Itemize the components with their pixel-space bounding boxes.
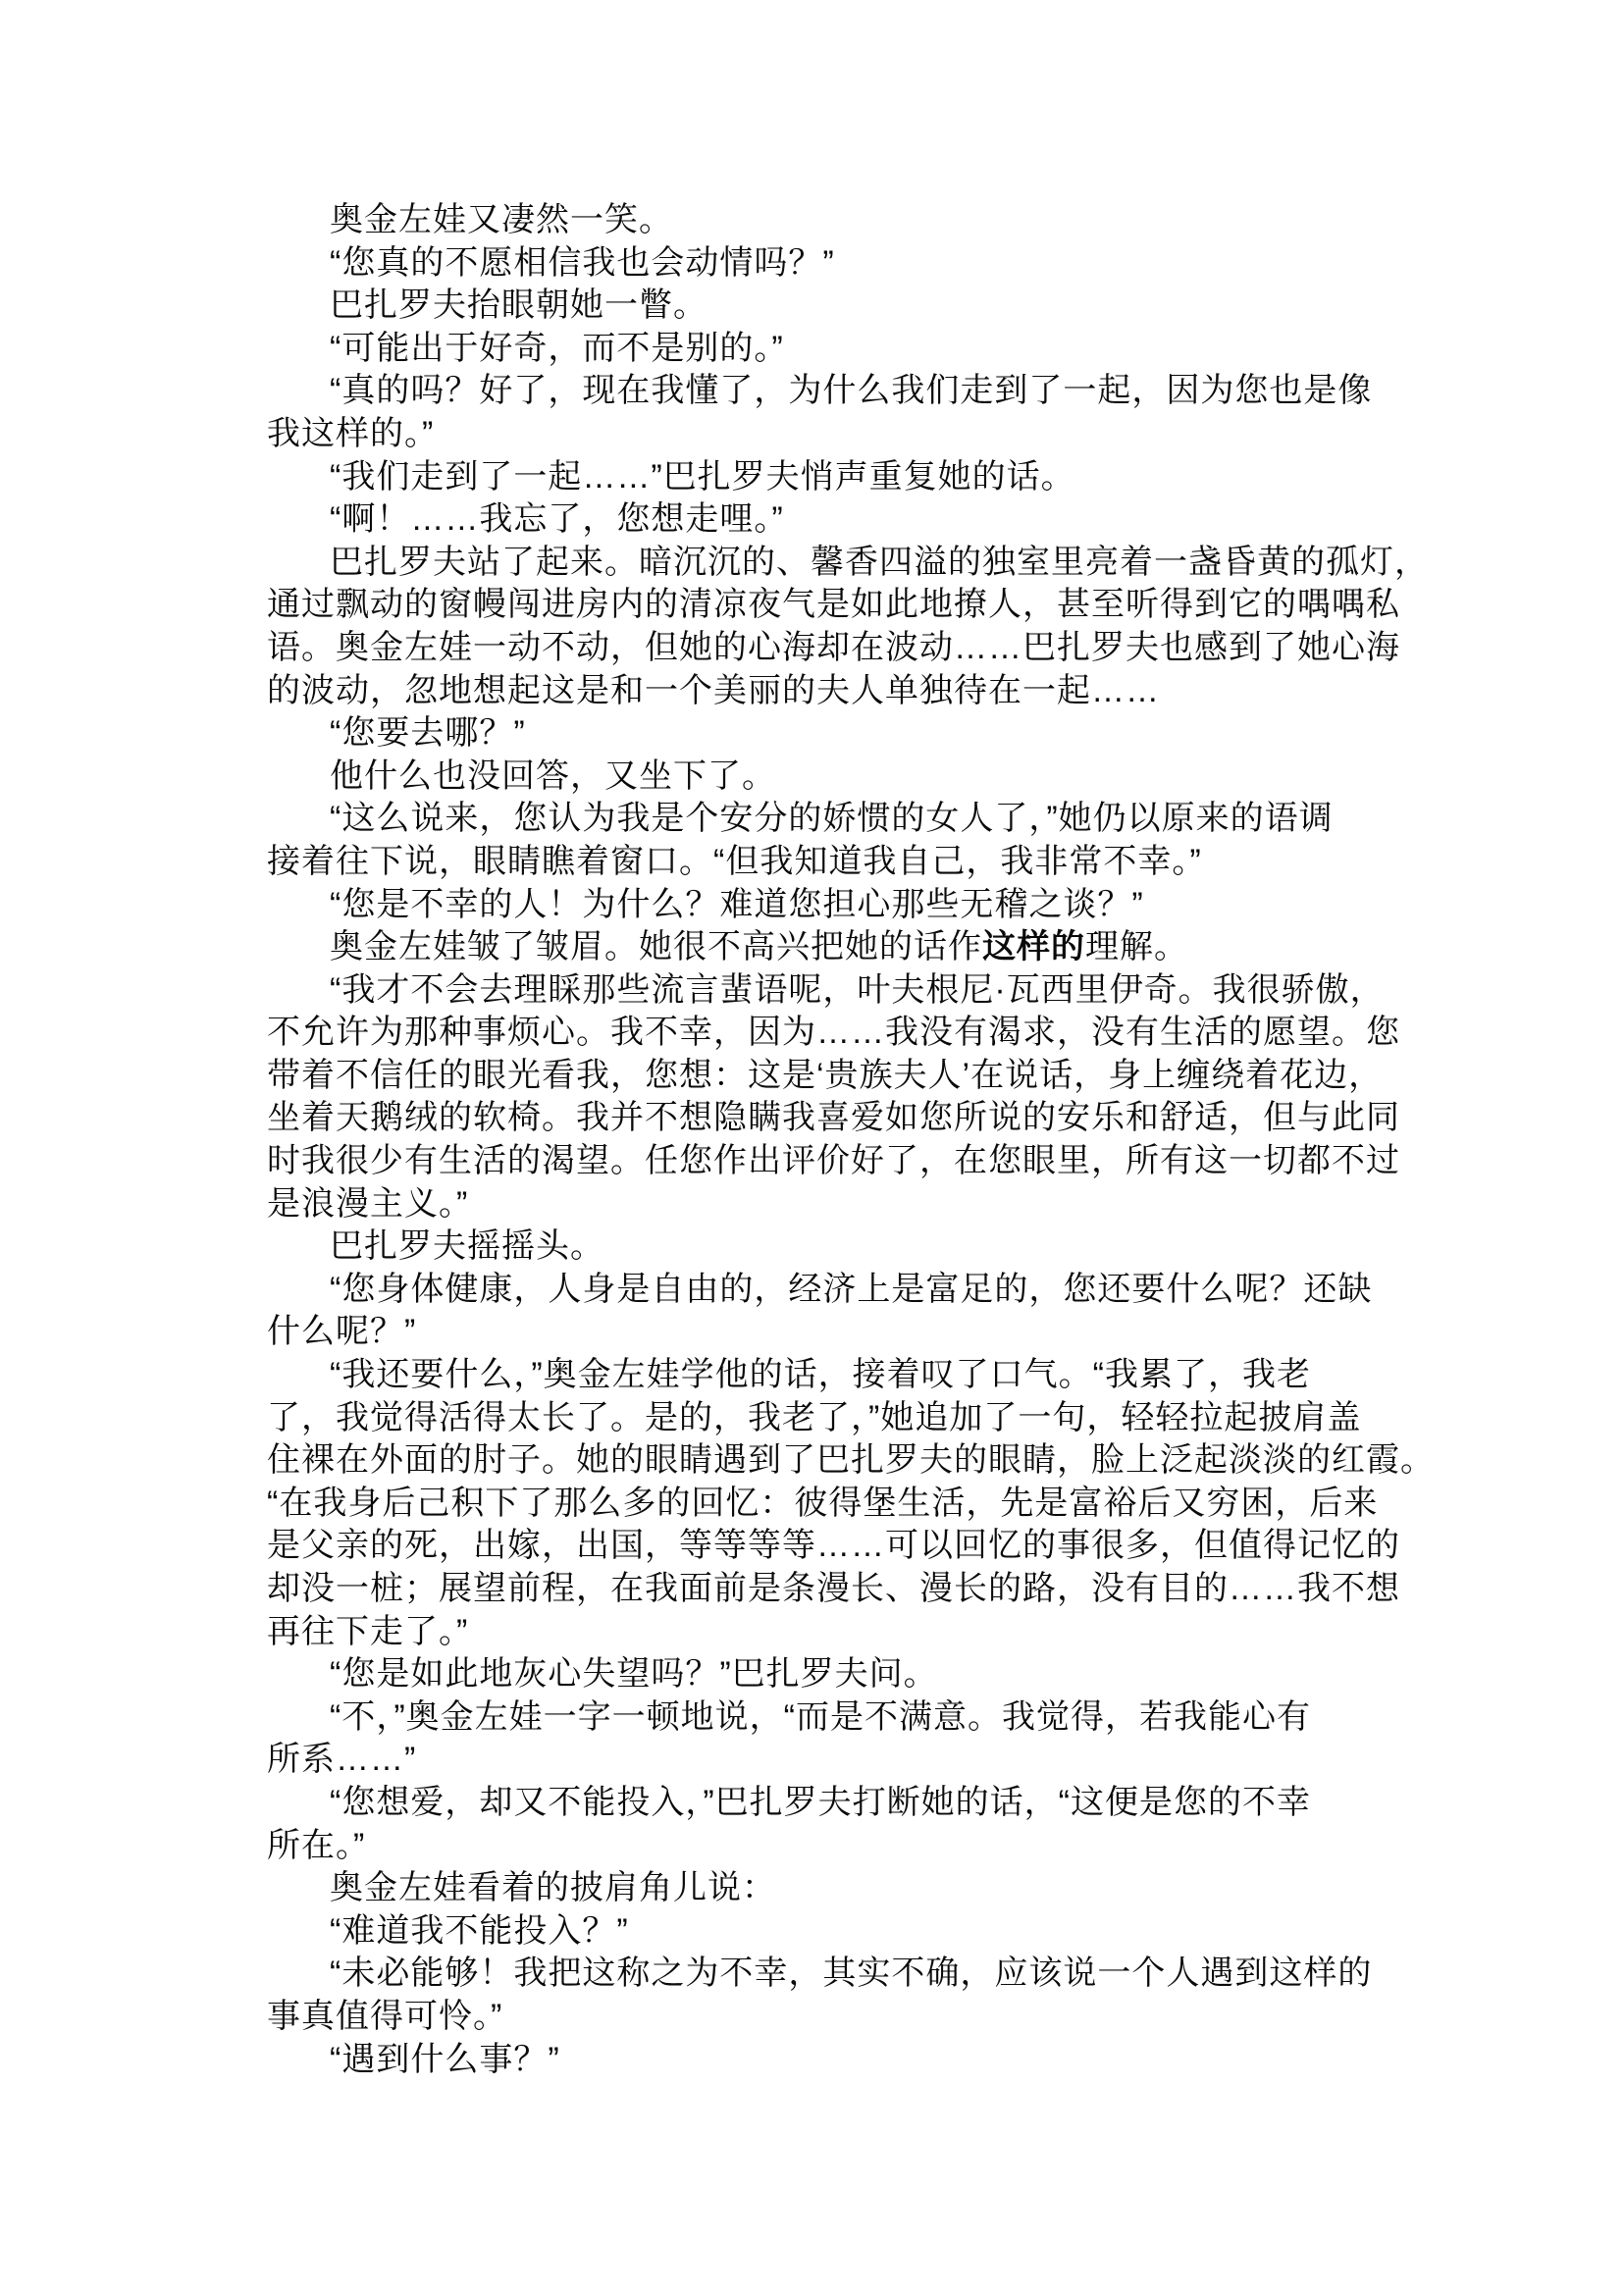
- text-segment: 不允许为那种事烦心。我不幸，因为……我没有渴求，没有生活的愿望。您: [267, 1014, 1400, 1052]
- text-line: [267, 1012, 1444, 1055]
- text-segment: “遇到什么事？”: [330, 2040, 560, 2078]
- text-segment: “在我身后己积下了那么多的回忆：彼得堡生活，先是富裕后又穷困，后来: [267, 1484, 1379, 1522]
- text-line: [267, 1867, 1444, 1910]
- text-segment: 接着往下说，眼睛瞧着窗口。“但我知道我自己，我非常不幸。”: [267, 842, 1202, 880]
- text-line: [267, 1311, 1444, 1354]
- text-segment: “您要去哪？”: [330, 714, 526, 753]
- text-line: [267, 1483, 1444, 1526]
- text-segment: 了，我觉得活得太长了。是的，我老了，”她追加了一句，轻轻拉起披肩盖: [267, 1398, 1362, 1436]
- text-line: [267, 1225, 1444, 1269]
- text-segment: 理解。: [1085, 928, 1188, 966]
- text-line: [267, 370, 1444, 413]
- text-line: [267, 756, 1444, 799]
- text-segment: “我们走到了一起……”巴扎罗夫悄声重复她的话。: [330, 457, 1075, 495]
- text-line: [267, 1953, 1444, 1996]
- text-segment: “您是不幸的人！为什么？难道您担心那些无稽之谈？”: [330, 885, 1144, 923]
- text-segment: “您想爱，却又不能投入，”巴扎罗夫打断她的话，“这便是您的不幸: [330, 1783, 1311, 1821]
- text-line: [267, 670, 1444, 713]
- text-line: [267, 1097, 1444, 1140]
- text-line: [267, 328, 1444, 371]
- text-segment: 的波动，忽地想起这是和一个美丽的夫人单独待在一起……: [267, 671, 1160, 709]
- text-line: [267, 199, 1444, 242]
- text-segment: 通过飘动的窗幔闯进房内的清凉夜气是如此地撩人，甚至听得到它的喁喁私: [267, 586, 1400, 624]
- text-segment: 什么呢？”: [267, 1313, 417, 1351]
- text-line: [267, 542, 1444, 585]
- emphasis-bold-text: 这样的: [982, 928, 1085, 966]
- text-segment: “这么说来，您认为我是个安分的娇惯的女人了，”她仍以原来的语调: [330, 800, 1334, 838]
- text-segment: 再往下走了。”: [267, 1612, 469, 1650]
- text-segment: 是浪漫主义。”: [267, 1184, 469, 1223]
- text-segment: 所在。”: [267, 1826, 366, 1864]
- text-segment: 时我很少有生活的渴望。任您作出评价好了，在您眼里，所有这一切都不过: [267, 1142, 1400, 1180]
- text-line: [267, 1611, 1444, 1654]
- text-segment: 所系……”: [267, 1741, 417, 1779]
- text-segment: “不，”奥金左娃一字一顿地说，“而是不满意。我觉得，若我能心有: [330, 1697, 1311, 1736]
- text-segment: 奥金左娃看着的披肩角儿说：: [330, 1869, 776, 1907]
- text-line: [267, 1653, 1444, 1696]
- text-segment: “我还要什么，”奥金左娃学他的话，接着叹了口气。“我累了，我老: [330, 1356, 1311, 1394]
- text-segment: “我才不会去理睬那些流言蜚语呢，叶夫根尼·瓦西里伊奇。我很骄傲，: [330, 970, 1385, 1009]
- text-segment: 巴扎罗夫抬眼朝她一瞥。: [330, 287, 707, 325]
- text-line: [267, 1525, 1444, 1568]
- text-line: [267, 1397, 1444, 1440]
- text-line: [267, 498, 1444, 542]
- text-line: [267, 456, 1444, 499]
- text-line: [267, 2039, 1444, 2082]
- text-segment: “真的吗？好了，现在我懂了，为什么我们走到了一起，因为您也是像: [330, 372, 1373, 410]
- text-line: [267, 1910, 1444, 1954]
- text-segment: 巴扎罗夫摇摇头。: [330, 1227, 604, 1266]
- text-line: [267, 712, 1444, 756]
- text-segment: 却没一桩；展望前程，在我面前是条漫长、漫长的路，没有目的……我不想: [267, 1570, 1400, 1607]
- text-line: [267, 1996, 1444, 2039]
- text-segment: 我这样的。”: [267, 414, 435, 452]
- text-segment: 巴扎罗夫站了起来。暗沉沉的、馨香四溢的独室里亮着一盏昏黄的孤灯，: [330, 543, 1429, 581]
- text-segment: “可能出于好奇，而不是别的。”: [330, 329, 784, 367]
- text-line: [267, 1140, 1444, 1183]
- text-segment: “您是如此地灰心失望吗？”巴扎罗夫问。: [330, 1655, 938, 1694]
- text-line: [267, 584, 1444, 627]
- text-line: [267, 1739, 1444, 1782]
- text-line: [267, 1696, 1444, 1740]
- text-line: [267, 242, 1444, 286]
- text-segment: 事真值得可怜。”: [267, 1997, 503, 2035]
- text-segment: 带着不信任的眼光看我，您想：这是‘贵族夫人’在说话，身上缠绕着花边，: [267, 1056, 1384, 1094]
- text-line: [267, 627, 1444, 670]
- text-line: [267, 926, 1444, 969]
- text-line: [267, 798, 1444, 841]
- text-line: [267, 1825, 1444, 1868]
- text-line: [267, 1354, 1444, 1397]
- text-segment: “未必能够！我把这称之为不幸，其实不确，应该说一个人遇到这样的: [330, 1955, 1373, 1993]
- text-line: [267, 413, 1444, 456]
- page-text: [267, 199, 1444, 2081]
- text-line: [267, 884, 1444, 927]
- text-segment: 奥金左娃又凄然一笑。: [330, 201, 673, 238]
- text-line: [267, 1782, 1444, 1825]
- text-segment: “您身体健康，人身是自由的，经济上是富足的，您还要什么呢？还缺: [330, 1270, 1373, 1308]
- text-line: [267, 1269, 1444, 1312]
- text-segment: “难道我不能投入？”: [330, 1911, 629, 1950]
- text-segment: 奥金左娃皱了皱眉。她很不高兴把她的话作: [330, 928, 982, 966]
- text-line: [267, 969, 1444, 1013]
- text-segment: 语。奥金左娃一动不动，但她的心海却在波动……巴扎罗夫也感到了她心海: [267, 628, 1400, 666]
- text-line: [267, 285, 1444, 328]
- text-segment: 坐着天鹅绒的软椅。我并不想隐瞒我喜爱如您所说的安乐和舒适，但与此同: [267, 1099, 1400, 1137]
- text-segment: “啊！……我忘了，您想走哩。”: [330, 500, 784, 539]
- text-segment: 他什么也没回答，又坐下了。: [330, 756, 776, 795]
- text-line: [267, 1055, 1444, 1098]
- text-segment: “您真的不愿相信我也会动情吗？”: [330, 243, 835, 282]
- text-segment: 住裸在外面的肘子。她的眼睛遇到了巴扎罗夫的眼睛，脸上泛起淡淡的红霞。: [267, 1441, 1435, 1480]
- text-line: [267, 841, 1444, 884]
- text-segment: 是父亲的死，出嫁，出国，等等等等……可以回忆的事很多，但值得记忆的: [267, 1527, 1400, 1565]
- text-line: [267, 1568, 1444, 1611]
- text-line: [267, 1183, 1444, 1226]
- text-line: [267, 1439, 1444, 1483]
